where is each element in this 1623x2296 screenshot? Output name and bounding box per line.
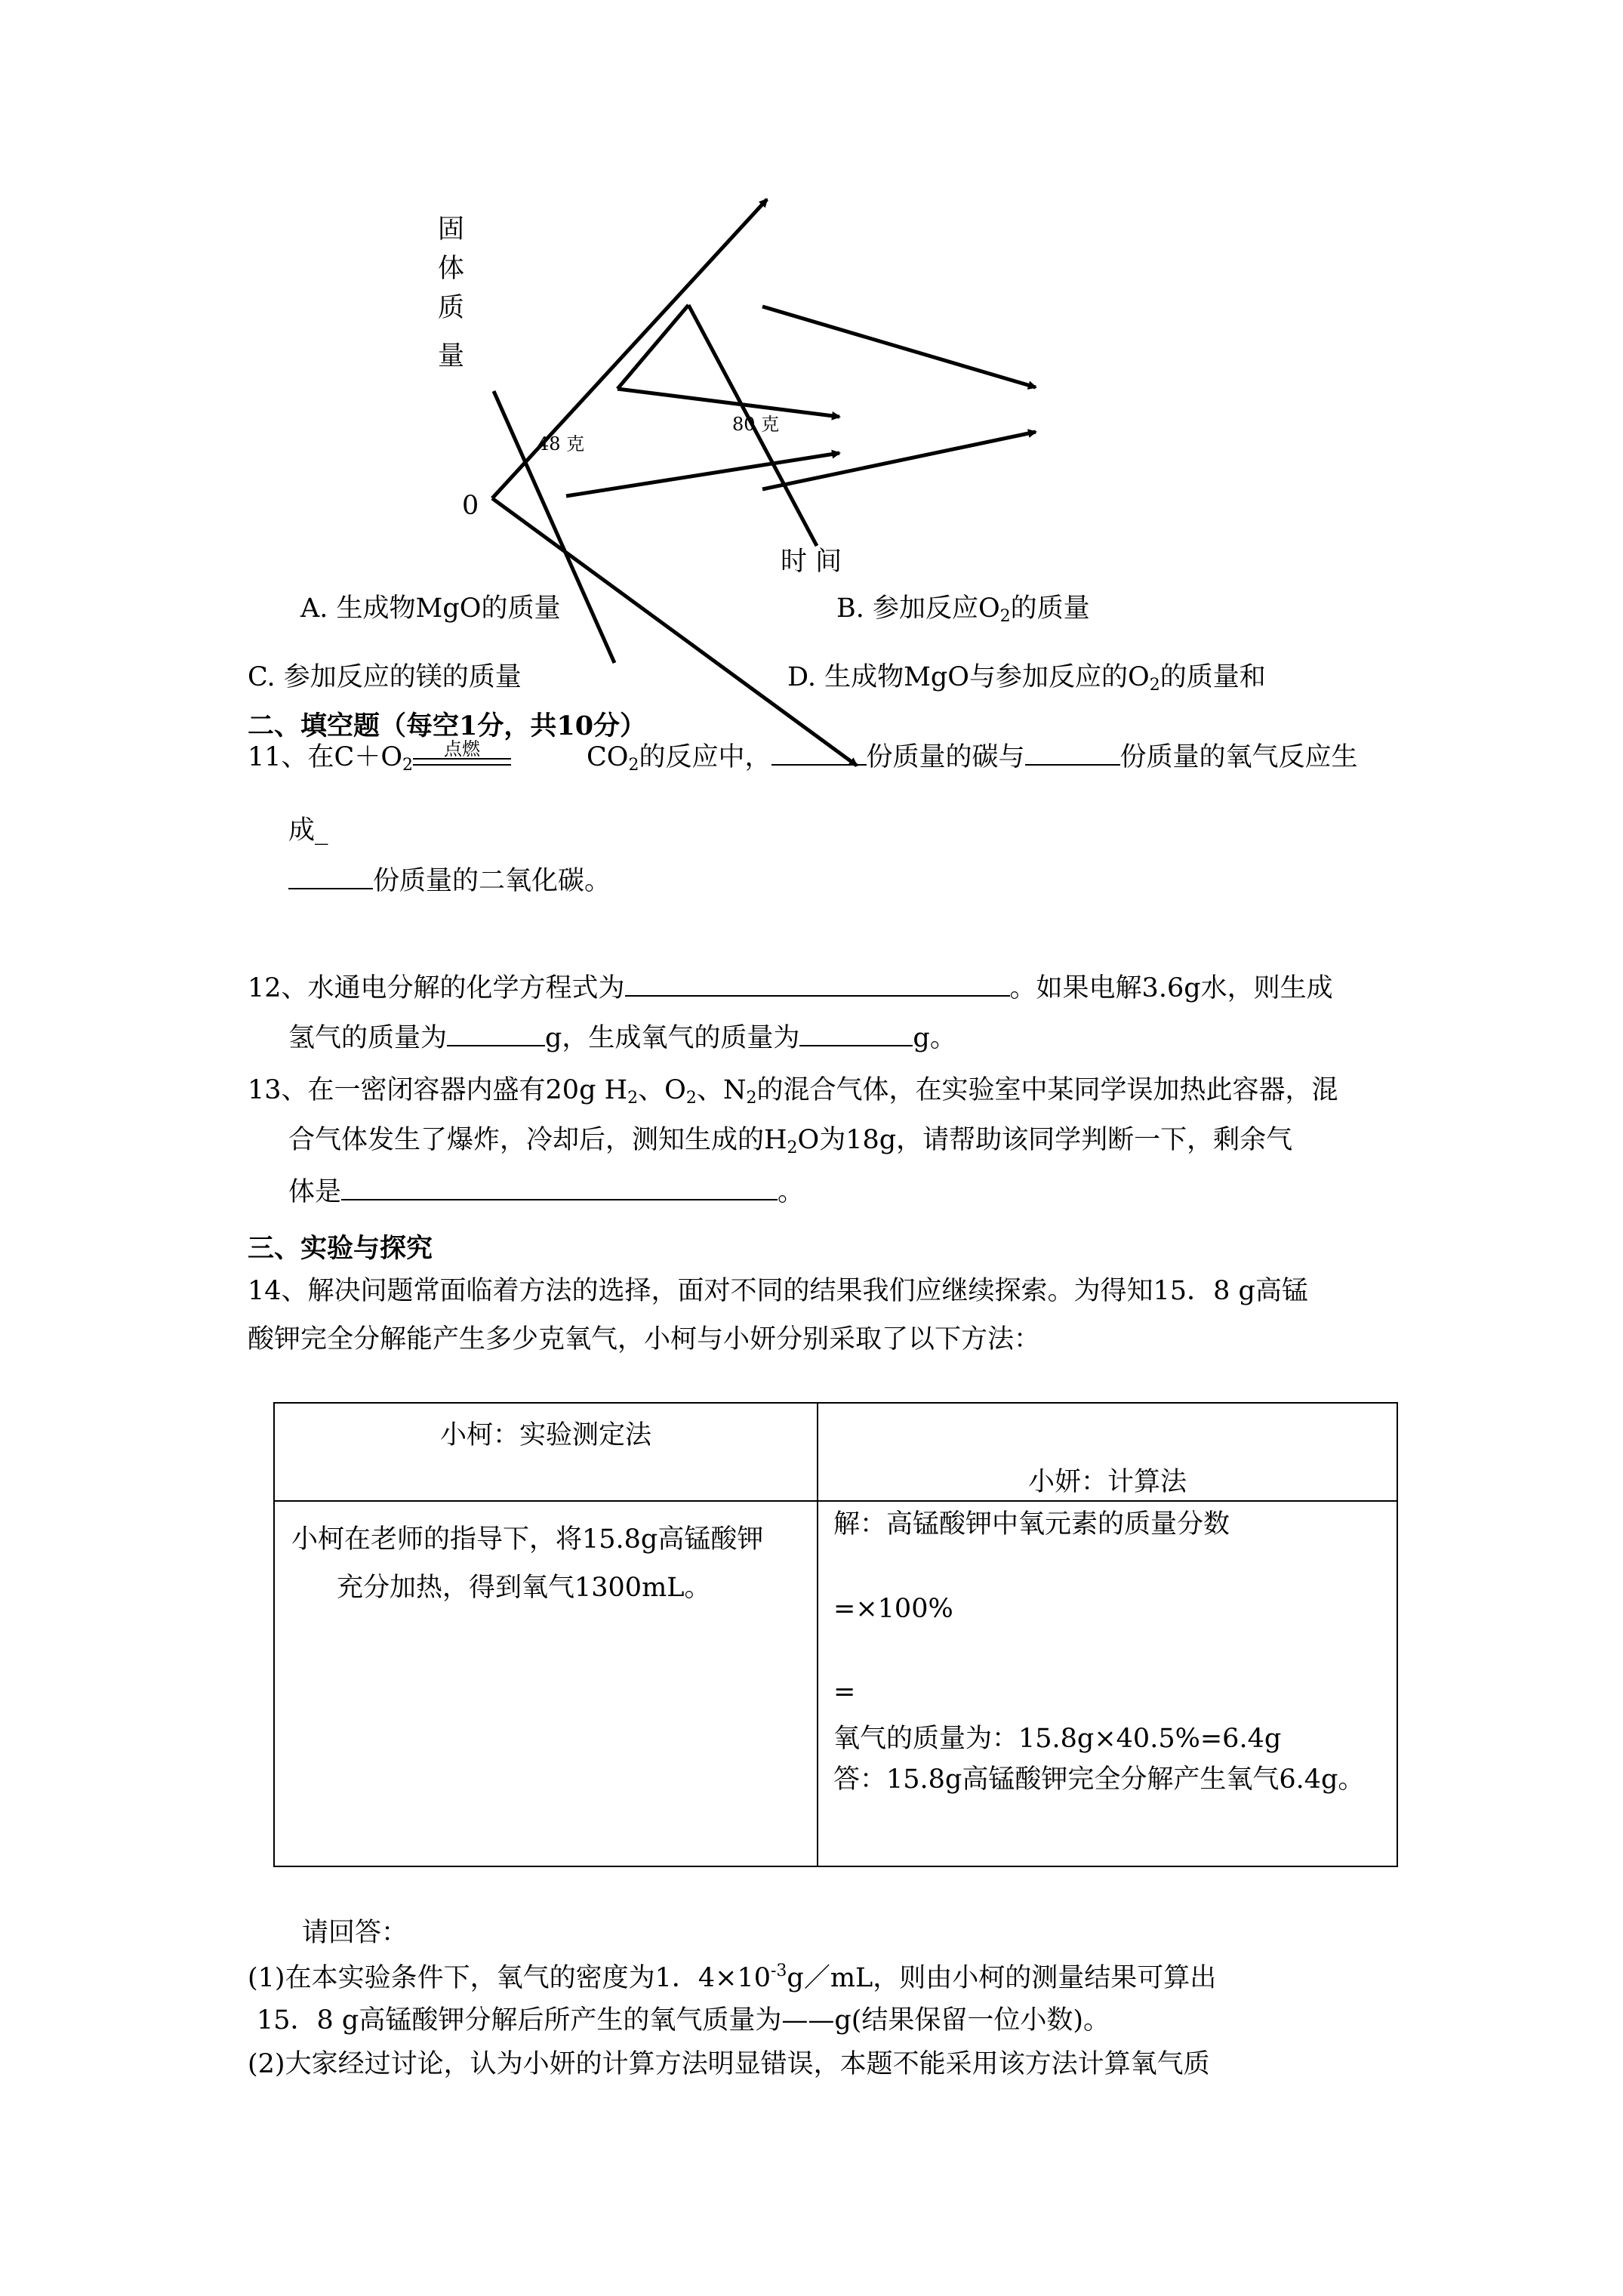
x-axis-label: 时 间 [781,547,842,577]
question-11-line-2: 成_ [288,815,328,846]
arrow-from-48g [566,453,839,496]
table-cell-right: 解：高锰酸钾中氧元素的质量分数 =×100% = 氧气的质量为：15.8g×40.5%=6.4g 答：15.8g高锰酸钾完全分解产生氧气6.4g。 [818,1501,1397,1866]
question-12-line-1: 12、水通电分解的化学方程式为 。如果电解3.6g水，则生成 [248,969,1333,1006]
option-a: A. 生成物MgO的质量 [300,593,561,624]
y-axis-char-3: 质 [438,293,465,323]
line-peak-left [617,305,688,389]
blank-13-1[interactable] [341,1173,778,1200]
option-c: C. 参加反应的镁的质量 [248,662,522,692]
section-3-heading: 三、实验与探究 [248,1233,433,1264]
blank-11-2[interactable] [1025,738,1120,766]
arrow-to-80g [617,389,839,417]
blank-12-2[interactable] [447,1019,545,1046]
blank-11-3[interactable] [288,862,373,889]
label-48g: 48 克 [537,433,585,455]
blank-11-1[interactable] [771,738,867,766]
question-11-line-3: 份质量的二氧化碳。 [288,862,611,899]
option-d: D. 生成物MgO与参加反应的$O_2$的质量和 [787,662,1266,695]
table-cell-left: 小柯在老师的指导下，将15.8g高锰酸钾 充分加热，得到氧气1300mL。 [274,1501,818,1866]
blank-12-3[interactable] [799,1019,913,1046]
answer-2-line-1: (2)大家经过讨论，认为小妍的计算方法明显错误，本题不能采用该方法计算氧气质 [248,2049,1210,2079]
table-header-left: 小柯：实验测定法 [274,1403,818,1501]
question-12-line-2: 氢气的质量为 g，生成氧气的质量为 g。 [288,1019,956,1056]
question-13-line-3: 体是 。 [288,1173,804,1210]
origin-label: 0 [462,491,479,521]
reaction-diagram [0,0,1623,831]
question-13-line-2: 合气体发生了爆炸，冷却后，测知生成的$H_2O$为18g，请帮助该同学判断一下，剩余气 [288,1125,1293,1157]
section-2-heading: 二、填空题（每空1分，共10分） [248,710,647,741]
y-axis-char-1: 固 [438,214,465,245]
method-comparison-table [273,1402,1398,1867]
y-axis-char-4: 量 [438,341,465,371]
option-b: B. 参加反应$O_2$的质量 [836,593,1090,626]
question-14-line-1: 14、解决问题常面临着方法的选择，面对不同的结果我们应继续探索。为得知15．8 g高锰 [248,1276,1308,1306]
arrow-up-right [492,199,767,498]
y-axis-char-2: 体 [438,254,465,284]
question-13-line-1: 13、在一密闭容器内盛有20g $H_2$、$O_2$、$N_2$的混合气体，在实验室中某同学误加热此容器，混 [248,1075,1338,1108]
label-80g: 80 克 [732,414,780,435]
answer-prompt: 请回答： [302,1918,408,1948]
table-header-right: 小妍：计算法 [818,1403,1397,1501]
answer-1-line-1: (1)在本实验条件下，氧气的密度为1．$4\times 10^{-3}g/mL$，则由小柯的测量结果可算出 [248,1962,1217,1993]
blank-12-1[interactable] [625,969,1010,997]
reaction-condition: 点燃 [444,738,481,760]
arrow-upper-right [762,307,1036,387]
question-14-line-2: 酸钾完全分解能产生多少克氧气，小柯与小妍分别采取了以下方法： [248,1324,1041,1354]
question-11-line-1: 11、在$C+O_2$ 点燃 $CO_2$的反应中， 份质量的碳与 份质量的氧气反应生 [248,738,1358,775]
answer-1-line-2: 15．8 g高锰酸钾分解后所产生的氧气质量为——g(结果保留一位小数)。 [257,2005,1110,2036]
